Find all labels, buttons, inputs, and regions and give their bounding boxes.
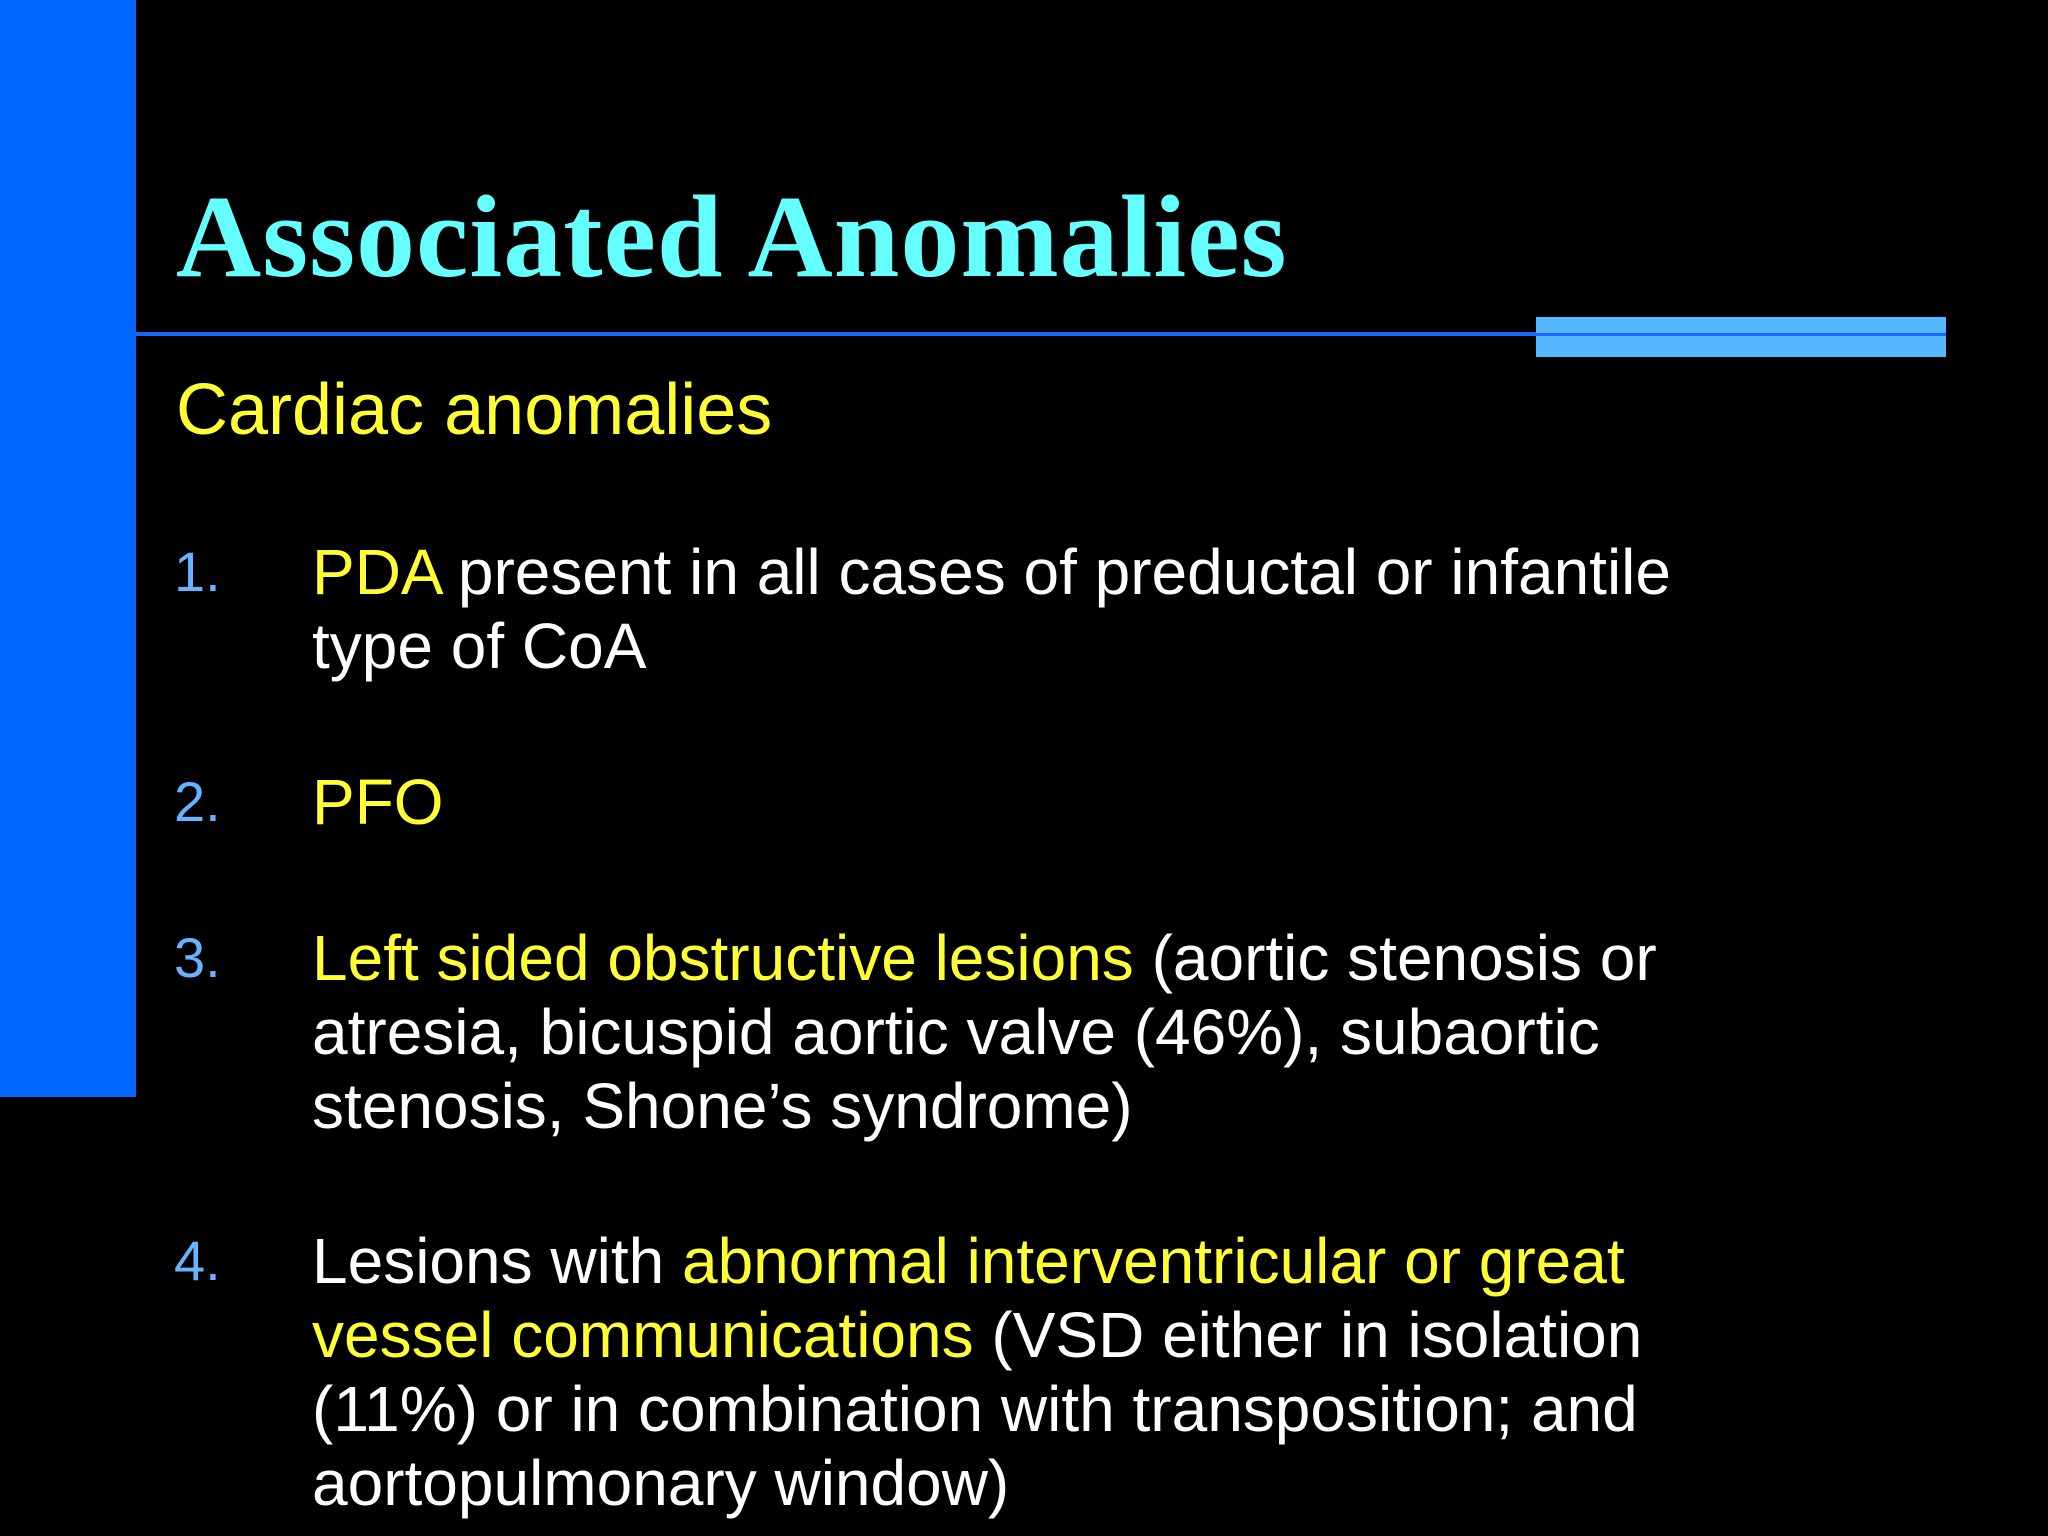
- body-text: (aortic stenosis or: [1133, 922, 1657, 994]
- highlight-text: Left sided obstructive lesions: [312, 922, 1134, 994]
- list-item-number: 1.: [174, 540, 221, 603]
- slide-title: Associated Anomalies: [176, 171, 1288, 302]
- list-item-line: (11%) or in combination with transposition; and: [312, 1373, 1638, 1445]
- highlight-text: PDA: [312, 536, 441, 608]
- list-item-text: [312, 535, 1812, 683]
- list-item-line: stenosis, Shone’s syndrome): [312, 1070, 1133, 1142]
- list-item-text: [312, 765, 1812, 839]
- list-item-line: aortopulmonary window): [312, 1447, 1010, 1519]
- body-text: Lesions with: [312, 1225, 682, 1297]
- body-text: present in all cases of preductal or infantile: [440, 536, 1671, 608]
- list-item-line: [312, 921, 1812, 995]
- title-divider-accent-stripe: [1536, 333, 1946, 336]
- slide-subtitle: Cardiac anomalies: [176, 370, 773, 450]
- list-item-text: [312, 1224, 1812, 1520]
- list-item-line: atresia, bicuspid aortic valve (46%), subaortic: [312, 996, 1600, 1068]
- highlight-text: PFO: [312, 766, 444, 838]
- body-text: (VSD either in isolation: [973, 1299, 1643, 1371]
- highlight-text: vessel communications: [312, 1299, 974, 1371]
- title-divider-accent-block: [1536, 317, 1946, 357]
- list-item-number: 4.: [174, 1229, 221, 1292]
- left-accent-bar: [0, 0, 136, 1097]
- list-item-line: [312, 1298, 1812, 1372]
- list-item-line: type of CoA: [312, 610, 647, 682]
- list-item-text: [312, 921, 1812, 1143]
- list-item-line: [312, 535, 1812, 609]
- list-item-number: 3.: [174, 926, 221, 989]
- list-item-line: [312, 1224, 1812, 1298]
- highlight-text: abnormal interventricular or great: [681, 1225, 1625, 1297]
- list-item-number: 2.: [174, 770, 221, 833]
